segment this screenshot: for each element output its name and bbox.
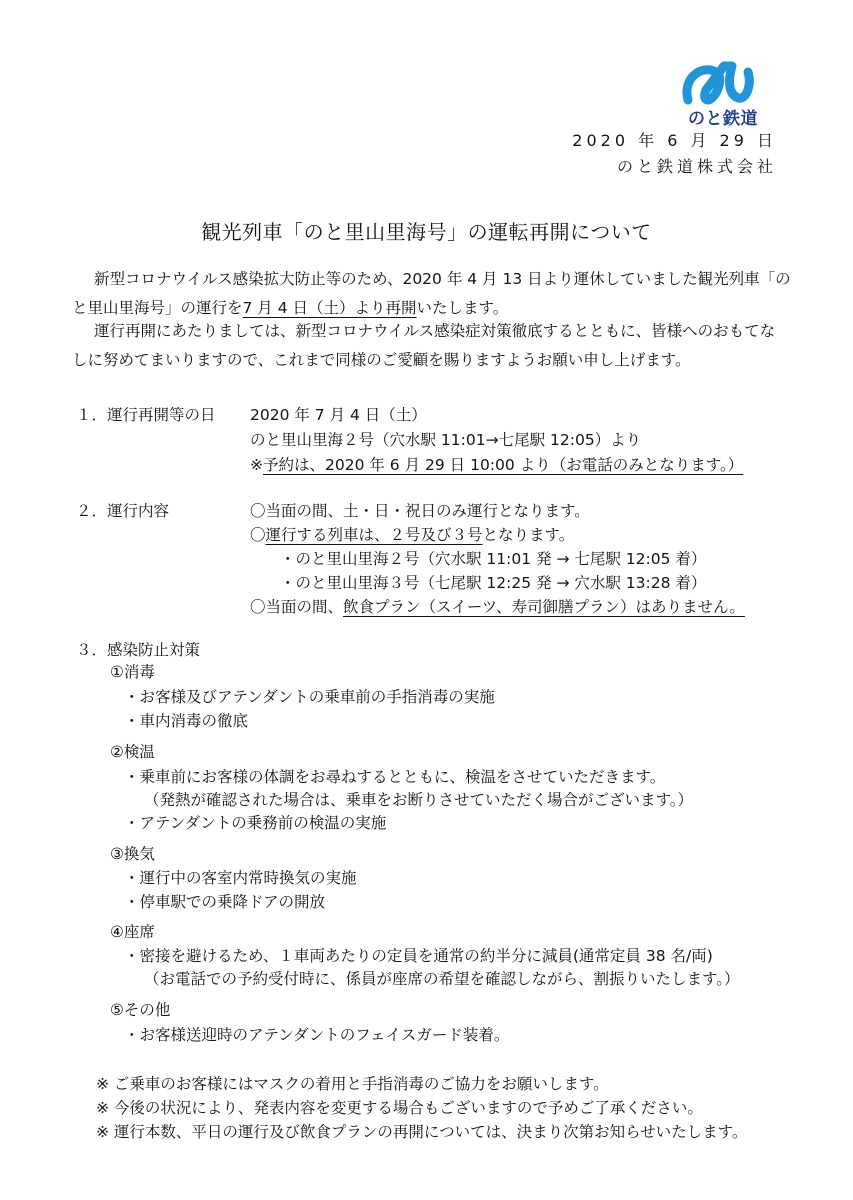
measure-note: （発熱が確認された場合は、乗車をお断りさせていただく場合がございます。） xyxy=(144,791,694,809)
bullet-circle: 〇 xyxy=(250,526,266,544)
intro-paragraph-2 xyxy=(72,317,775,375)
section-1-label: １．運行再開等の日 xyxy=(76,406,216,424)
footnote: ※ 運行本数、平日の運行及び飲食プランの再開については、決まり次第お知らせいたします。 xyxy=(96,1123,748,1141)
footnote: ※ 今後の状況により、発表内容を変更する場合もございますので予めご了承ください。 xyxy=(96,1099,703,1117)
reopen-date-emphasis: 7 月 4 日（土）より再開 xyxy=(242,299,417,317)
section-2-text: となります。 xyxy=(482,526,575,544)
intro-text: と里山里海号」の運行を xyxy=(72,299,243,317)
section-2-line-3 xyxy=(250,595,745,617)
intro-line: 運行再開にあたりましては、新型コロナウイルス感染症対策徹底するとともに、皆様へのおもてな xyxy=(94,322,776,340)
measure-note: （お電話での予約受付時に、係員が座席の希望を確認しながら、割振りいたします。） xyxy=(144,970,740,988)
page-title: 観光列車「のと里山里海号」の運転再開について xyxy=(201,220,652,244)
issuing-company: のと鉄道株式会社 xyxy=(616,157,777,176)
issue-date: 2020 年 6 月 29 日 xyxy=(572,131,777,150)
section-1-reservation xyxy=(250,453,743,475)
measure-other-heading: ⑤その他 xyxy=(110,1001,171,1019)
measure-temperature-heading: ②検温 xyxy=(110,743,155,761)
meal-plan-emphasis: 飲食プラン（スイーツ、寿司御膳プラン）はありません。 xyxy=(343,598,745,616)
measure-item: ・乗車前にお客様の体調をお尋ねするとともに、検温をさせていただきます。 xyxy=(124,768,666,786)
measure-item: ・密接を避けるため、１車両あたりの定員を通常の約半分に減員(通常定員 38 名/両) xyxy=(124,947,713,965)
intro-text: いたします。 xyxy=(416,299,509,317)
measure-seating-heading: ④座席 xyxy=(110,923,155,941)
measure-item: ・お客様送迎時のアテンダントのフェイスガード装着。 xyxy=(124,1026,510,1044)
measure-ventilation-heading: ③換気 xyxy=(110,845,155,863)
train-no-3: ・のと里山里海３号（七尾駅 12:25 発 → 穴水駅 13:28 着） xyxy=(280,574,707,592)
company-logo xyxy=(668,60,778,128)
section-2-label: ２．運行内容 xyxy=(76,502,170,520)
intro-line: 新型コロナウイルス感染拡大防止等のため、2020 年 4 月 13 日より運休していました観光列車「の xyxy=(94,270,791,288)
section-1-date: 2020 年 7 月 4 日（土） xyxy=(250,406,427,424)
measure-item: ・運行中の客室内常時換気の実施 xyxy=(124,869,357,887)
logo-text: のと鉄道 xyxy=(688,109,758,129)
section-2-line-1: 〇当面の間、土・日・祝日のみ運行となります。 xyxy=(250,502,590,520)
intro-paragraph-1 xyxy=(72,265,791,323)
noto-railway-logo-icon xyxy=(672,60,772,108)
section-1-train: のと里山里海２号（穴水駅 11:01→七尾駅 12:05）より xyxy=(250,431,642,449)
section-2-text: 〇当面の間、 xyxy=(250,598,344,616)
trains-emphasis: 運行する列車は、２号及び３号 xyxy=(265,526,483,544)
measure-item: ・お客様及びアテンダントの乗車前の手指消毒の実施 xyxy=(124,688,495,706)
measure-item: ・アテンダントの乗務前の検温の実施 xyxy=(124,814,387,832)
measure-item: ・車内消毒の徹底 xyxy=(124,712,249,730)
measure-disinfection-heading: ①消毒 xyxy=(110,663,155,681)
footnote: ※ ご乗車のお客様にはマスクの着用と手指消毒のご協力をお願いします。 xyxy=(96,1075,609,1093)
measure-item: ・停車駅での乗降ドアの開放 xyxy=(124,893,326,911)
section-2-line-2 xyxy=(250,523,574,545)
intro-line: しに努めてまいりますので、これまで同様のご愛顧を賜りますようお願い申し上げます。 xyxy=(72,351,691,369)
reservation-text: 予約は、2020 年 6 月 29 日 10:00 より（お電話のみとなります。） xyxy=(263,456,744,474)
reservation-mark: ※ xyxy=(250,456,263,474)
train-no-2: ・のと里山里海２号（穴水駅 11:01 発 → 七尾駅 12:05 着） xyxy=(280,550,707,568)
section-3-label: ３．感染防止対策 xyxy=(76,641,201,659)
